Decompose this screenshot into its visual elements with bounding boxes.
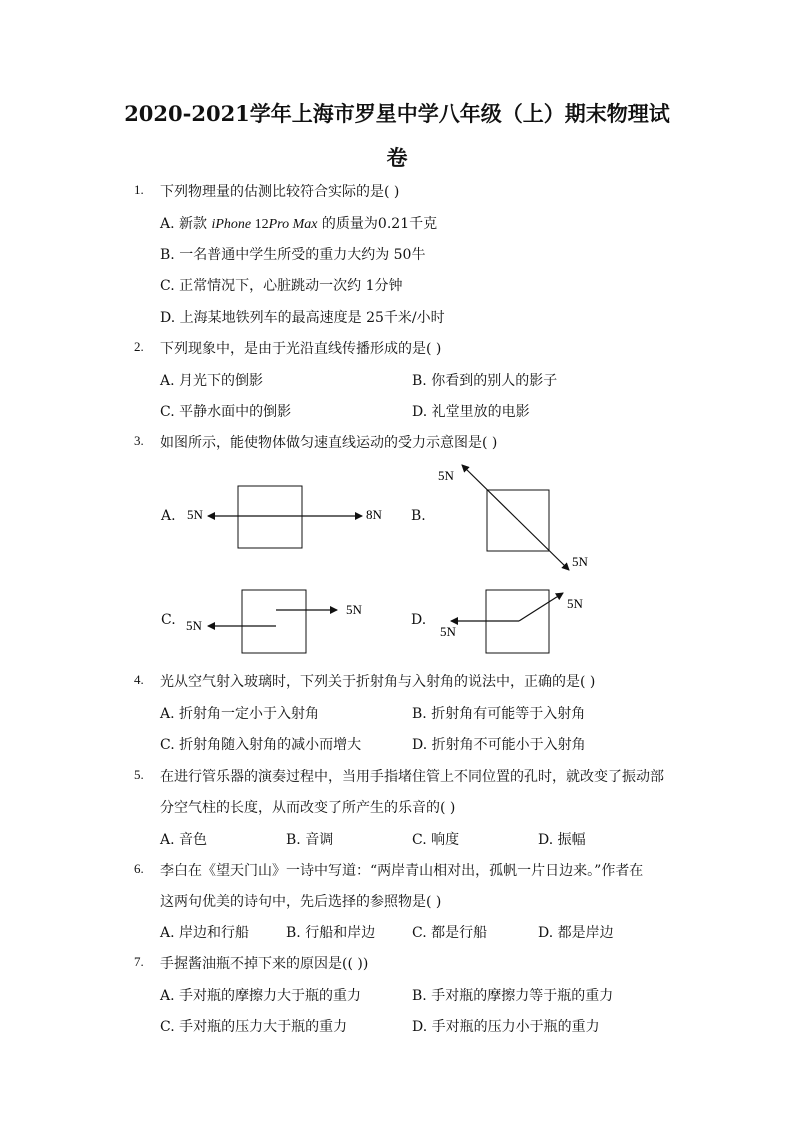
force-label-right: 5N	[346, 602, 362, 617]
option-c: C. 手对瓶的压力大于瓶的重力	[160, 1019, 348, 1035]
option-c: C. 折射角随入射角的减小而增大	[160, 737, 362, 753]
force-arrow-down-right	[518, 520, 569, 570]
option-d: D. 手对瓶的压力小于瓶的重力	[412, 1019, 600, 1035]
option-a-brand: iPhone	[211, 217, 252, 232]
option-d: D. 上海某地铁列车的最高速度是 25千米/小时	[160, 310, 445, 326]
option-b: B. 行船和岸边	[286, 925, 376, 941]
force-label-left: 5N	[440, 624, 456, 639]
force-label-bottom: 5N	[572, 554, 588, 569]
question-stem: 光从空气射入玻璃时，下列关于折射角与入射角的说法中，正确的是( )	[160, 674, 596, 690]
option-b: B. 音调	[286, 832, 334, 848]
question-stem: 如图所示，能使物体做匀速直线运动的受力示意图是( )	[160, 435, 498, 451]
question-number: 1.	[134, 182, 144, 197]
force-label-left: 5N	[186, 618, 202, 633]
force-label-right: 5N	[567, 596, 583, 611]
object-box	[487, 490, 549, 551]
object-box	[242, 590, 306, 653]
option-a: A. 手对瓶的摩擦力大于瓶的重力	[160, 988, 362, 1004]
page-title-line2: 卷	[386, 145, 408, 170]
option-a-suffix: 的质量为0.21千克	[317, 216, 438, 232]
option-a: A. 折射角一定小于入射角	[160, 706, 320, 722]
question-number: 4.	[134, 672, 144, 687]
option-d: D. 都是岸边	[538, 925, 614, 941]
question-stem: 下列现象中，是由于光沿直线传播形成的是( )	[160, 341, 442, 357]
option-c: C. 响度	[412, 832, 460, 848]
object-box	[238, 486, 302, 548]
question-stem: 下列物理量的估测比较符合实际的是( )	[160, 184, 400, 200]
option-d-label: D.	[411, 612, 427, 628]
diagram-b	[438, 465, 589, 570]
option-d: D. 折射角不可能小于入射角	[412, 737, 586, 753]
question-number: 5.	[134, 767, 144, 782]
option-c: C. 都是行船	[412, 925, 488, 941]
option-a-model-number: 12	[251, 217, 269, 232]
diagram-d	[440, 590, 584, 653]
option-b-label: B.	[411, 508, 426, 524]
option-a-model-suffix: Pro Max	[268, 217, 318, 232]
option-a: A. 岸边和行船	[160, 925, 250, 941]
question-stem-line2: 分空气柱的长度，从而改变了所产生的乐音的( )	[160, 800, 456, 816]
page-title-line1: 2020-2021学年上海市罗星中学八年级（上）期末物理试	[124, 101, 670, 126]
force-arrow-up-right	[519, 593, 563, 621]
question-number: 2.	[134, 339, 144, 354]
force-label-right: 8N	[366, 507, 382, 522]
question-number: 3.	[134, 433, 144, 448]
option-d: D. 礼堂里放的电影	[412, 404, 530, 420]
option-a-prefix: A. 新款	[160, 216, 212, 232]
option-b: B. 你看到的别人的影子	[412, 373, 558, 389]
object-box	[486, 590, 549, 653]
option-c-label: C.	[161, 612, 176, 628]
diagram-c	[186, 590, 363, 653]
diagram-a	[187, 486, 383, 548]
option-a	[160, 213, 437, 233]
force-label-top: 5N	[438, 468, 454, 483]
option-b: B. 手对瓶的摩擦力等于瓶的重力	[412, 988, 614, 1004]
option-b: B. 折射角有可能等于入射角	[412, 706, 586, 722]
option-c: C. 平静水面中的倒影	[160, 404, 292, 420]
question-stem-line2: 这两句优美的诗句中，先后选择的参照物是( )	[160, 894, 442, 910]
question-stem: 手握酱油瓶不掉下来的原因是(( ))	[160, 956, 369, 972]
option-b: B. 一名普通中学生所受的重力大约为 50牛	[160, 247, 426, 263]
question-number: 6.	[134, 861, 144, 876]
option-c: C. 正常情况下，心脏跳动一次约 1分钟	[160, 278, 403, 294]
question-stem-line1: 李白在《望天门山》一诗中写道：“两岸青山相对出，孤帆一片日边来。”作者在	[160, 863, 644, 879]
force-arrow-up-left	[462, 465, 518, 520]
question-stem-line1: 在进行管乐器的演奏过程中，当用手指堵住管上不同位置的孔时，就改变了振动部	[160, 769, 664, 785]
option-a: A. 月光下的倒影	[160, 373, 264, 389]
question-number: 7.	[134, 954, 144, 969]
option-a: A. 音色	[160, 832, 208, 848]
force-label-left: 5N	[187, 507, 203, 522]
option-a-label: A.	[161, 508, 176, 524]
option-d: D. 振幅	[538, 832, 586, 848]
